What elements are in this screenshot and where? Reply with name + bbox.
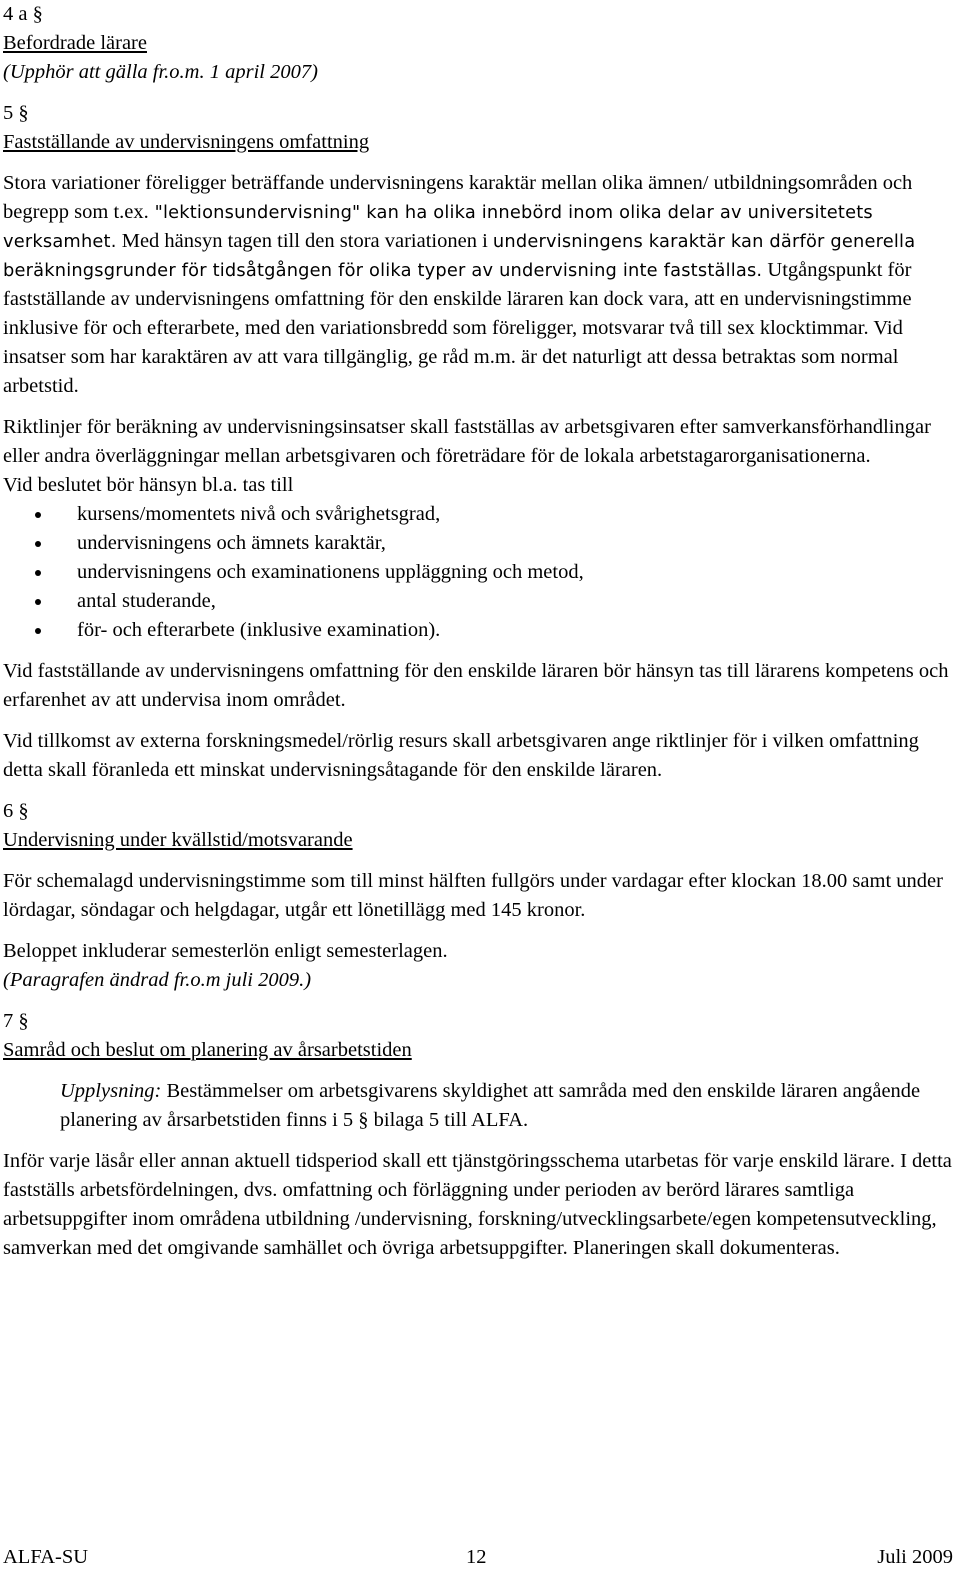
section-6-heading: Undervisning under kvällstid/motsvarande [3, 829, 353, 851]
document-page [3, 0, 953, 1263]
bullet-icon [35, 570, 41, 576]
list-item [3, 529, 953, 558]
list-item [3, 587, 953, 616]
list-item-text: för- och efterarbete (inklusive examination). [77, 619, 441, 641]
section-5-heading: Fastställande av undervisningens omfattning [3, 131, 370, 153]
para-text: Utgångspunkt för fastställande av undervisningens omfattning för den enskilde läraren kan dock vara, att en undervisningstimme inklusive för och efterarbete, med den variationsbredd som föreligger, motsvarar två till sex klocktimmar. Vid insatser som har karaktären av att vara tillgänglig, ge råd m.m. är det naturligt att dessa betraktas som normal arbetstid. [3, 259, 912, 397]
list-item-text: antal studerande, [77, 590, 216, 612]
para-text: Med hänsyn tagen till den stora variationen i [116, 230, 488, 252]
upplysning-text: Bestämmelser om arbetsgivarens skyldighet att samråda med den enskilde läraren angående planering av årsarbetstiden finns i 5 § bilaga 5 till ALFA. [60, 1080, 921, 1131]
footer-page-number: 12 [466, 1546, 487, 1568]
section-5-paragraph-2: Riktlinjer för beräkning av undervisningsinsatser skall fastställas av arbetsgivaren efter samverkansförhandlingar eller andra överläggningar mellan arbetsgivaren och företrädare för de lokala arbetstagarorganisationerna. [3, 416, 931, 467]
list-item-text: kursens/momentets nivå och svårighetsgrad, [77, 503, 441, 525]
section-7-number: 7 § [3, 1010, 29, 1032]
para-text: Stora variationer föreligger beträffande undervisningens karaktär mellan olika ämnen/ utbildningsområden och begrepp som t.ex. [3, 172, 913, 223]
section-5-paragraph-5: Vid tillkomst av externa forskningsmedel/rörlig resurs skall arbetsgivaren ange riktlinjer för i vilken omfattning detta skall föranleda ett minskat undervisningsåtagande för den enskilde läraren. [3, 730, 919, 781]
list-item-text: undervisningens och ämnets karaktär, [77, 532, 386, 554]
section-6-paragraph-2: Beloppet inkluderar semesterlön enligt semesterlagen. [3, 940, 448, 962]
section-6-note: (Paragrafen ändrad fr.o.m juli 2009.) [3, 969, 312, 991]
footer-document-name: ALFA-SU [3, 1546, 89, 1568]
bullet-icon [35, 628, 41, 634]
section-5-paragraph-4: Vid fastställande av undervisningens omfattning för den enskilde läraren bör hänsyn tas till lärarens kompetens och erfarenhet av att undervisa inom området. [3, 660, 949, 711]
section-4a-heading: Befordrade lärare [3, 32, 147, 54]
section-6-number: 6 § [3, 800, 29, 822]
footer-date: Juli 2009 [877, 1546, 953, 1568]
consideration-list [3, 500, 953, 645]
list-item [3, 558, 953, 587]
para-text-sans: "lektionsundervisning" kan ha olika innebörd inom olika delar av universitetets verksamhet. [3, 202, 873, 252]
bullet-icon [35, 599, 41, 605]
section-5-paragraph-3: Vid beslutet bör hänsyn bl.a. tas till [3, 474, 294, 496]
section-5-paragraph-1 [3, 169, 953, 401]
section-4a-number: 4 a § [3, 3, 43, 25]
para-text-sans: undervisningens karaktär kan därför generella beräkningsgrunder för tidsåtgången för olika typer av undervisning inte fastställas. [3, 231, 916, 281]
section-7-heading: Samråd och beslut om planering av årsarbetstiden [3, 1039, 412, 1061]
list-item-text: undervisningens och examinationens uppläggning och metod, [77, 561, 584, 583]
section-4a-note: (Upphör att gälla fr.o.m. 1 april 2007) [3, 61, 318, 83]
section-6-paragraph-1: För schemalagd undervisningstimme som till minst hälften fullgörs under vardagar efter klockan 18.00 samt under lördagar, söndagar och helgdagar, utgår ett lönetillägg med 145 kronor. [3, 870, 943, 921]
section-7-paragraph-1: Inför varje läsår eller annan aktuell tidsperiod skall ett tjänstgöringsschema utarbetas för varje enskild lärare. I detta fastställs arbetsfördelningen, dvs. omfattning och förläggning under perioden av berörd lärares samtliga arbetsuppgifter inom områdena utbildning /undervisning, forskning/utvecklingsarbete/egen kompetensutveckling, samverkan med det omgivande samhället och övriga arbetsuppgifter. Planeringen skall dokumenteras. [3, 1150, 952, 1259]
page-footer [3, 1543, 953, 1573]
bullet-icon [35, 541, 41, 547]
list-item [3, 616, 953, 645]
upplysning-label: Upplysning: [60, 1080, 162, 1102]
upplysning-note [3, 1077, 953, 1135]
section-5-number: 5 § [3, 102, 29, 124]
bullet-icon [35, 512, 41, 518]
list-item [3, 500, 953, 529]
